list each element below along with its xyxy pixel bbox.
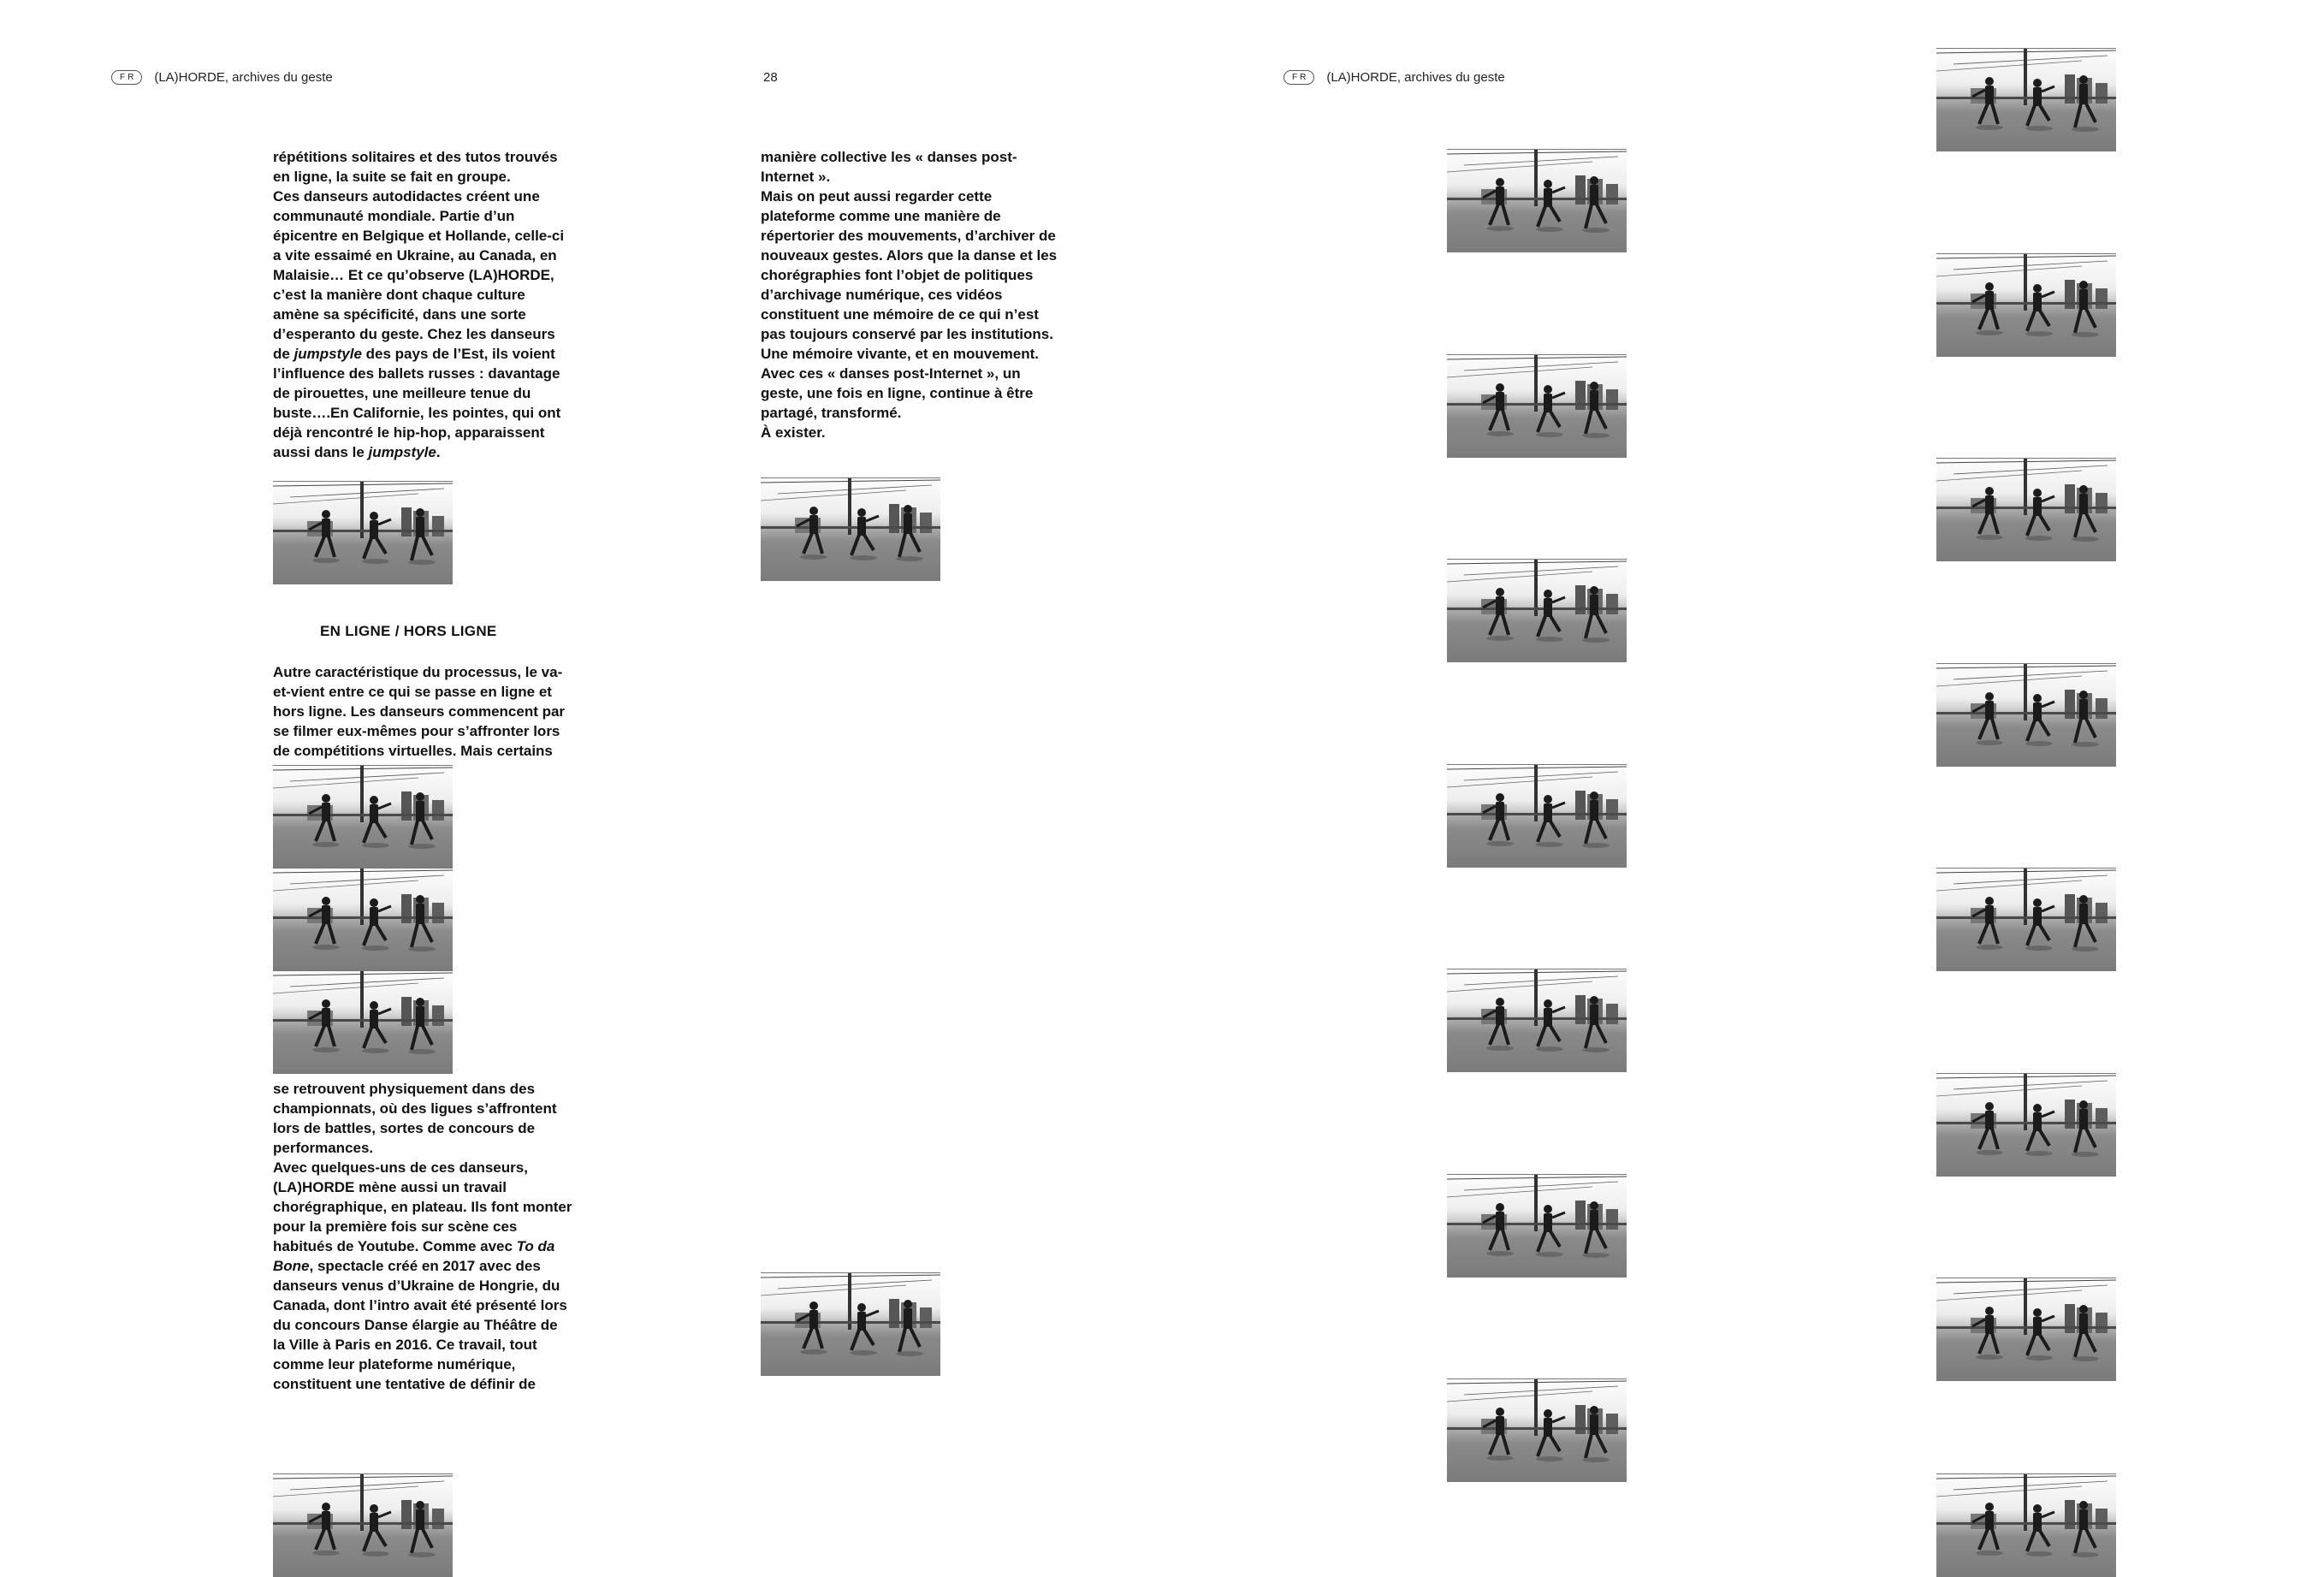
dance-photo: [1936, 1278, 2116, 1381]
dance-photo: [1447, 764, 1627, 868]
dance-photo: [1936, 253, 2116, 357]
dance-photo: [1447, 559, 1627, 662]
dance-photo: [1447, 354, 1627, 458]
paragraph: répétitions solitaires et des tutos trouvés en ligne, la suite se fait en groupe.: [273, 149, 558, 185]
dance-photo: [1936, 458, 2116, 561]
dance-photo: [1936, 868, 2116, 971]
dance-photo: [761, 1272, 940, 1376]
dance-photo: [1936, 1073, 2116, 1177]
paragraph: Avec quelques-uns de ces danseurs, (LA)HORDE mène aussi un travail chorégraphique, en plateau. Ils font monter pour la première fois sur scène ces habitués de Youtube. Comme avec To da Bone, spectacle créé en 2017 avec des danseurs venus d’Ukraine de Hongrie, du Canada, dont l’intro avait été présenté lors du concours Danse élargie au Théâtre de la Ville à Paris en 2016. Ce travail, tout comme leur plateforme numérique, constituent une tentative de définir de: [273, 1159, 572, 1392]
language-badge: FR: [111, 70, 142, 85]
dance-photo: [1447, 1174, 1627, 1278]
body-text-column-1-mid: [273, 662, 572, 761]
paragraph: se retrouvent physiquement dans des championnats, où des ligues s’affrontent lors de battles, sortes de concours de performances.: [273, 1081, 557, 1156]
paragraph: manière collective les « danses post-Internet ».: [761, 149, 1017, 185]
paragraph: Autre caractéristique du processus, le va-et-vient entre ce qui se passe en ligne et hors ligne. Les danseurs commencent par se filmer eux-mêmes pour s’affronter lors de compétitions virtuelles. Mais certains: [273, 664, 566, 759]
language-badge: FR: [1284, 70, 1314, 85]
running-head-title: (LA)HORDE, archives du geste: [1326, 70, 1505, 85]
body-text-column-1-top: [273, 147, 572, 462]
body-text-column-1-bottom: [273, 1079, 572, 1394]
dance-photo: [273, 868, 453, 971]
page-number: 28: [763, 70, 778, 85]
section-subheading: EN LIGNE / HORS LIGNE: [320, 623, 497, 639]
dance-photo: [1936, 663, 2116, 767]
dance-photo: [273, 765, 453, 869]
running-head-title: (LA)HORDE, archives du geste: [154, 70, 333, 85]
dance-photo: [273, 1473, 453, 1577]
paragraph: Mais on peut aussi regarder cette plateforme comme une manière de répertorier des mouvements, d’archiver de nouveaux gestes. Alors que la danse et les chorégraphies font l’objet de politiques d’archivage numérique, ces vidéos constituent une mémoire de ce qui n’est pas toujours conservé par les institutions. Une mémoire vivante, et en mouvement. Avec ces « danses post-Internet », un geste, une fois en ligne, continue à être partagé, transformé.: [761, 188, 1058, 421]
dance-photo: [1447, 969, 1627, 1072]
dance-photo: [273, 970, 453, 1074]
dance-photo: [1447, 1378, 1627, 1482]
dance-photo: [1447, 149, 1627, 252]
dance-photo: [761, 477, 940, 581]
body-text-column-2: [761, 147, 1060, 442]
dance-photo: [1936, 48, 2116, 151]
running-head-right-page: [1284, 70, 1505, 85]
running-head-left-page: [111, 70, 333, 85]
dance-photo: [1936, 1473, 2116, 1577]
dance-photo: [273, 481, 453, 584]
paragraph: Ces danseurs autodidactes créent une communauté mondiale. Partie d’un épicentre en Belgique et Hollande, celle-ci a vite essaimé en Ukraine, au Canada, en Malaisie… Et ce qu’observe (LA)HORDE, c’est la manière dont chaque culture amène sa spécificité, dans une sorte d’esperanto du geste. Chez les danseurs de jumpstyle des pays de l’Est, ils voient l’influence des ballets russes : davantage de pirouettes, une meilleure tenue du buste….En Californie, les pointes, qui ont déjà rencontré le hip-hop, apparaissent aussi dans le jumpstyle.: [273, 188, 565, 460]
paragraph: À exister.: [761, 424, 826, 441]
